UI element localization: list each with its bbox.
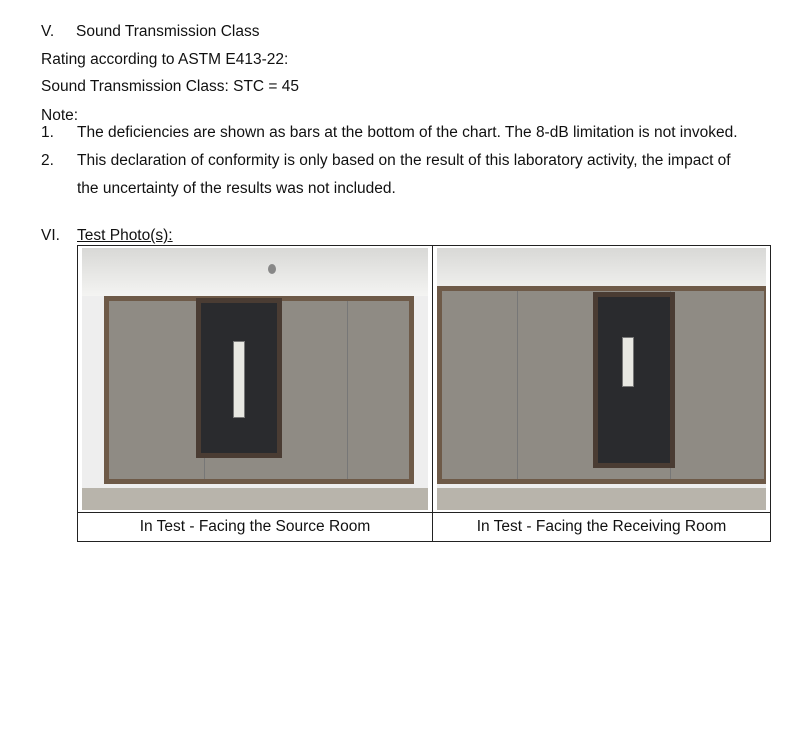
note-text: The deficiencies are shown as bars at the bottom of the chart. The 8-dB limitation is not invoked.	[77, 124, 738, 141]
section-number: V.	[41, 23, 55, 40]
photo-table	[77, 245, 771, 542]
photo-caption: In Test - Facing the Source Room	[78, 513, 433, 542]
note-number: 2.	[41, 152, 54, 169]
section-title: Sound Transmission Class	[76, 23, 260, 40]
receiving-room-photo	[437, 248, 766, 510]
section-title: Test Photo(s):	[77, 227, 173, 244]
note-label: Note:	[41, 107, 79, 124]
note-text: This declaration of conformity is only based on the result of this laboratory activity, the impact of	[77, 152, 731, 169]
photo-caption: In Test - Facing the Receiving Room	[433, 513, 771, 542]
section-number: VI.	[41, 227, 60, 244]
stc-value: Sound Transmission Class: STC = 45	[41, 78, 300, 95]
note-number: 1.	[41, 124, 54, 141]
source-room-photo	[82, 248, 428, 510]
rating-standard: Rating according to ASTM E413-22:	[41, 51, 289, 68]
note-text-continued: the uncertainty of the results was not included.	[77, 180, 396, 197]
